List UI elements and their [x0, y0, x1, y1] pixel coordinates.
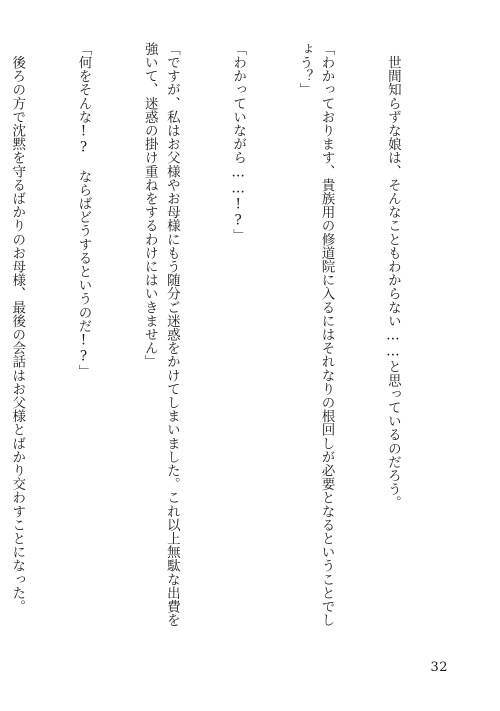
paragraph: 「ですが、私はお父様やお母様にもう随分ご迷惑をかけてしまいました。これ以上無駄な出費を強いて、迷惑の掛け重ねをするわけにはいきません」 [141, 42, 180, 627]
page-number: 32 [430, 660, 448, 675]
vertical-text-body [9, 42, 448, 630]
paragraph: 「わかっております、貴族用の修道院に入るにはそれなりの根回しが必要となるということでしょう？」 [296, 42, 335, 627]
paragraph: 後ろの方で沈黙を守るばかりのお母様、最後の会話はお父様とばかり交わすことになった。 [9, 42, 26, 614]
paragraph: 「わかっていながら……!?」 [230, 42, 247, 243]
paragraph: 「何をそんな!? ならばどうするというのだ!?」 [75, 42, 92, 379]
paragraph: 世間知らずな娘は、そんなこともわからない……と思っているのだろう。 [384, 42, 401, 510]
